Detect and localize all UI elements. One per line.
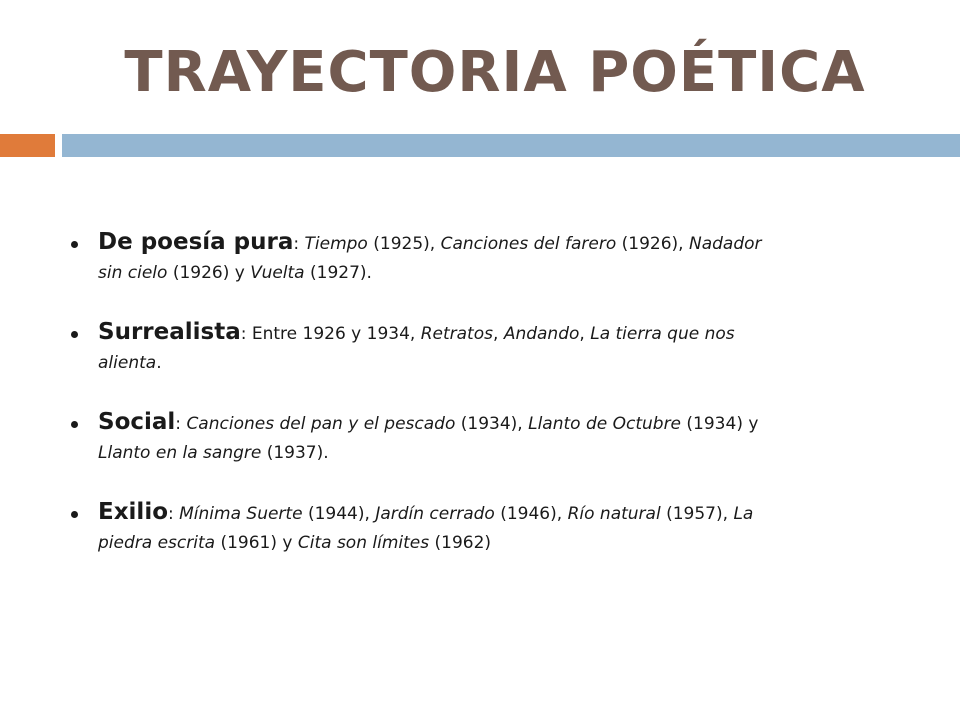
work-title: Río natural xyxy=(567,504,661,524)
bullet-text: (1926), xyxy=(616,234,689,254)
bullet-term: Surrealista xyxy=(98,319,241,345)
work-title: Jardín cerrado xyxy=(375,504,495,524)
slide-title: TRAYECTORIA POÉTICA xyxy=(124,40,866,105)
bullet-text: (1961) y xyxy=(215,533,298,553)
work-title: Cita son límites xyxy=(297,533,430,553)
bullet-text: , xyxy=(493,324,504,344)
work-title: Mínima Suerte xyxy=(179,504,303,524)
work-title: La piedra escrita xyxy=(98,504,754,553)
bullet-text: (1962) xyxy=(429,533,492,553)
bullet-term: Social xyxy=(98,409,176,435)
bullet-text: : xyxy=(293,234,305,254)
work-title: Vuelta xyxy=(250,263,305,283)
bullet-text: (1934), xyxy=(455,414,529,434)
bullet-list xyxy=(66,228,766,588)
bullet-text: : Entre 1926 y 1934, xyxy=(240,324,421,344)
work-title: Andando xyxy=(503,324,580,344)
work-title: Tiempo xyxy=(304,234,368,254)
bullet-body xyxy=(98,414,758,463)
accent-bar-orange xyxy=(0,134,55,157)
bullet-text: (1934) y xyxy=(681,414,759,434)
bullet-text: : xyxy=(175,414,187,434)
work-title: Canciones del pan y el pescado xyxy=(186,414,456,434)
accent-bar-blue xyxy=(62,134,960,157)
bullet-social xyxy=(66,408,766,468)
bullet-text: . xyxy=(156,353,162,373)
bullet-text: (1925), xyxy=(367,234,441,254)
bullet-text: (1957), xyxy=(660,504,734,524)
bullet-term: De poesía pura xyxy=(98,229,294,255)
bullet-text: (1944), xyxy=(302,504,376,524)
bullet-body xyxy=(98,504,753,553)
bullet-surrealista xyxy=(66,318,766,378)
work-title: Llanto en la sangre xyxy=(98,443,262,463)
bullet-exilio xyxy=(66,498,766,558)
bullet-term: Exilio xyxy=(98,499,168,525)
work-title: Nadador sin cielo xyxy=(98,234,762,283)
bullet-text: : xyxy=(168,504,180,524)
bullet-poesia-pura xyxy=(66,228,766,288)
work-title: Llanto de Octubre xyxy=(528,414,682,434)
bullet-text: (1926) y xyxy=(167,263,251,283)
bullet-text: , xyxy=(579,324,591,344)
bullet-text: (1927). xyxy=(304,263,372,283)
work-title: La tierra que nos alienta xyxy=(98,324,735,373)
bullet-text: (1937). xyxy=(261,443,329,463)
work-title: Retratos xyxy=(420,324,493,344)
work-title: Canciones del farero xyxy=(440,234,617,254)
bullet-text: (1946), xyxy=(494,504,568,524)
